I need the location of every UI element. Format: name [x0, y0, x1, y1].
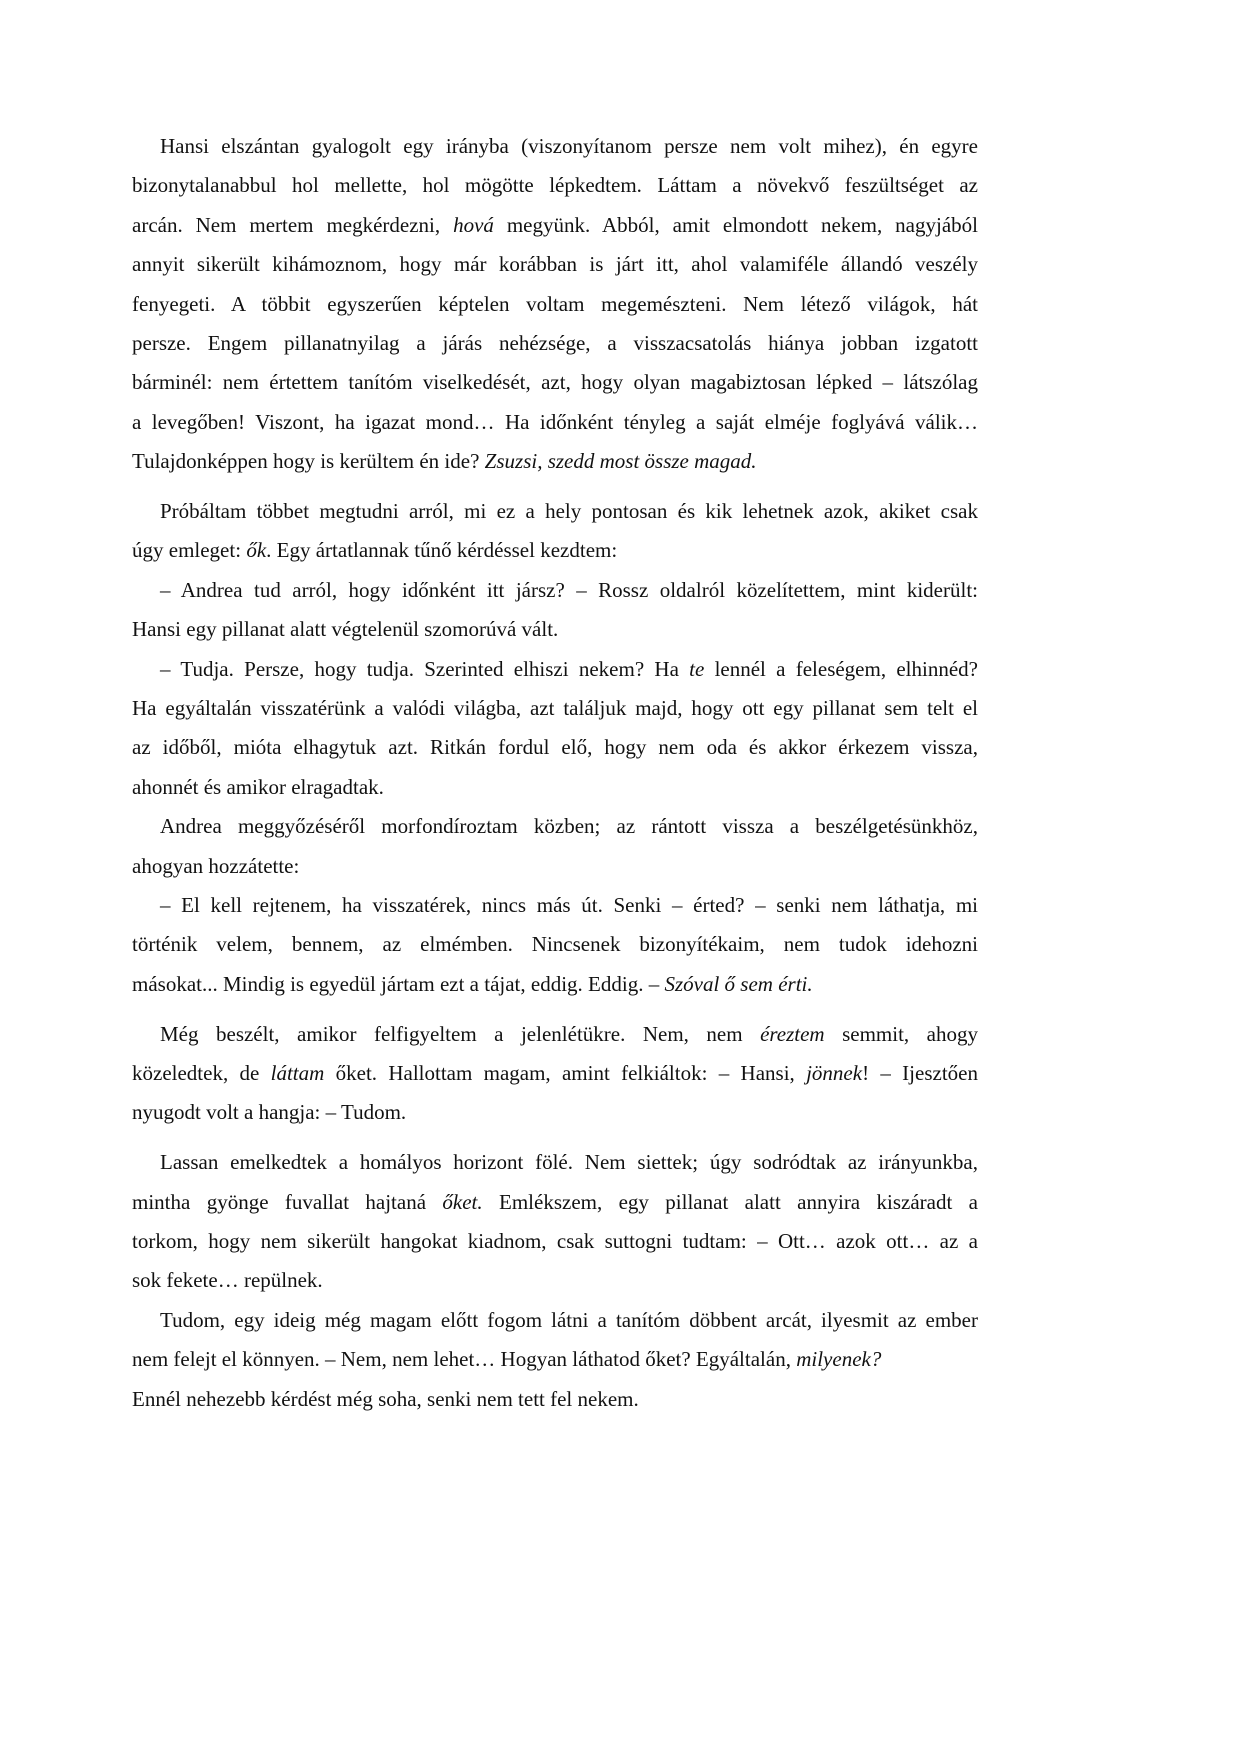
- text-line: [132, 807, 978, 846]
- text-line: [132, 492, 978, 531]
- text-segment: ahogyan hozzátette:: [132, 853, 300, 878]
- text-segment: . Egy ártatlannak tűnő kérdéssel kezdtem:: [266, 538, 618, 563]
- italic-text: hová: [453, 212, 494, 237]
- paragraph: [132, 1143, 978, 1301]
- paragraph: [132, 807, 978, 886]
- text-segment: bizonytalanabbul hol mellette, hol mögötte lépkedtem. Láttam a növekvő feszültséget az: [132, 173, 978, 198]
- text-segment: – El kell rejtenem, ha visszatérek, nincs más út. Senki – érted? – senki nem láthatja, mi: [160, 892, 978, 917]
- text-line: [132, 768, 978, 807]
- text-line: [132, 442, 978, 481]
- text-segment: torkom, hogy nem sikerült hangokat kiadnom, csak suttogni tudtam: – Ott… azok ott… az a: [132, 1229, 978, 1254]
- text-line: [132, 965, 978, 1004]
- text-segment: az időből, mióta elhagytuk azt. Ritkán fordul elő, hogy nem oda és akkor érkezem vissza,: [132, 735, 978, 760]
- text-line: [132, 531, 978, 570]
- text-segment: fenyegeti. A többit egyszerűen képtelen voltam megemészteni. Nem létező világok, hát: [132, 291, 978, 316]
- text-line: [132, 1301, 978, 1340]
- text-line: [132, 650, 978, 689]
- text-segment: Hansi elszántan gyalogolt egy irányba (viszonyítanom persze nem volt mihez), én egyre: [160, 134, 978, 158]
- text-line: [132, 206, 978, 245]
- text-segment: a levegőben! Viszont, ha igazat mond… Ha időnként tényleg a saját elméje foglyává válik…: [132, 409, 978, 434]
- paragraph: [132, 1301, 978, 1419]
- text-line: [132, 363, 978, 402]
- text-segment: ahonnét és amikor elragadtak.: [132, 774, 384, 799]
- text-segment: másokat... Mindig is egyedül jártam ezt a tájat, eddig. Eddig. –: [132, 971, 665, 996]
- text-segment: Ennél nehezebb kérdést még soha, senki nem tett fel nekem.: [132, 1386, 639, 1411]
- text-line: [132, 1222, 978, 1261]
- text-segment: – Andrea tud arról, hogy időnként itt jársz? – Rossz oldalról közelítettem, mint kiderült:: [160, 577, 978, 602]
- text-line: [132, 1183, 978, 1222]
- text-segment: – Tudja. Persze, hogy tudja. Szerinted elhiszi nekem? Ha: [160, 656, 690, 681]
- paragraph: [132, 650, 978, 808]
- text-line: [132, 1015, 978, 1054]
- paragraph: [132, 127, 978, 482]
- text-line: [132, 925, 978, 964]
- text-line: [132, 728, 978, 767]
- text-line: [132, 1261, 978, 1300]
- text-segment: sok fekete… repülnek.: [132, 1268, 323, 1293]
- paragraph: [132, 1015, 978, 1133]
- text-segment: úgy emleget:: [132, 538, 247, 563]
- text-segment: történik velem, bennem, az elmémben. Nincsenek bizonyítékaim, nem tudok idehozni: [132, 932, 978, 957]
- italic-text: te: [689, 656, 705, 681]
- italic-text: éreztem: [760, 1021, 825, 1046]
- italic-text: Szóval ő sem érti.: [664, 971, 813, 996]
- italic-text: jönnek: [806, 1060, 863, 1085]
- text-line: [132, 127, 978, 166]
- text-line: [132, 324, 978, 363]
- text-segment: annyit sikerült kihámoznom, hogy már korábban is járt itt, ahol valamiféle állandó veszély: [132, 252, 978, 277]
- text-segment: persze. Engem pillanatnyilag a járás nehézsége, a visszacsatolás hiánya jobban izgatott: [132, 330, 978, 355]
- text-segment: mintha gyönge fuvallat hajtaná: [132, 1189, 443, 1214]
- text-line: [132, 285, 978, 324]
- text-segment: megyünk. Abból, amit elmondott nekem, nagyjából: [493, 212, 978, 237]
- paragraph: [132, 571, 978, 650]
- text-line: [132, 1340, 978, 1379]
- text-segment: Próbáltam többet megtudni arról, mi ez a hely pontosan és kik lehetnek azok, akiket csak: [160, 499, 978, 524]
- italic-text: őket.: [442, 1189, 483, 1214]
- text-segment: közeledtek, de: [132, 1060, 271, 1085]
- text-segment: arcán. Nem mertem megkérdezni,: [132, 212, 454, 237]
- text-segment: Tulajdonképpen hogy is kerültem én ide?: [132, 449, 485, 474]
- text-line: [132, 166, 978, 205]
- text-segment: őket. Hallottam magam, amint felkiáltok: – Hansi,: [324, 1060, 807, 1085]
- text-line: [132, 403, 978, 442]
- text-line: [132, 1380, 978, 1419]
- text-segment: Andrea meggyőzéséről morfondíroztam közben; az rántott vissza a beszélgetésünkhöz,: [160, 814, 978, 839]
- text-line: [132, 1143, 978, 1182]
- italic-text: ők: [246, 538, 267, 563]
- text-segment: Még beszélt, amikor felfigyeltem a jelenlétükre. Nem, nem: [160, 1021, 761, 1046]
- italic-text: láttam: [270, 1060, 325, 1085]
- text-segment: ! – Ijesztően: [862, 1060, 978, 1085]
- text-segment: Emlékszem, egy pillanat alatt annyira kiszáradt a: [482, 1189, 978, 1214]
- text-segment: nyugodt volt a hangja: – Tudom.: [132, 1100, 407, 1125]
- text-segment: Ha egyáltalán visszatérünk a valódi világba, azt találjuk majd, hogy ott egy pillanat sem telt el: [132, 695, 978, 720]
- text-segment: Hansi egy pillanat alatt végtelenül szomorúvá vált.: [132, 617, 559, 642]
- document-page: [132, 127, 978, 1419]
- paragraph: [132, 886, 978, 1004]
- text-line: [132, 886, 978, 925]
- text-segment: semmit, ahogy: [824, 1021, 978, 1046]
- text-line: [132, 847, 978, 886]
- text-segment: Lassan emelkedtek a homályos horizont fölé. Nem siettek; úgy sodródtak az irányunkba,: [160, 1150, 978, 1175]
- text-line: [132, 1093, 978, 1132]
- text-segment: Tudom, egy ideig még magam előtt fogom látni a tanítóm döbbent arcát, ilyesmit az ember: [160, 1307, 978, 1332]
- text-line: [132, 1054, 978, 1093]
- text-line: [132, 571, 978, 610]
- italic-text: milyenek?: [796, 1347, 882, 1372]
- text-segment: nem felejt el könnyen. – Nem, nem lehet… Hogyan láthatod őket? Egyáltalán,: [132, 1347, 797, 1372]
- text-line: [132, 245, 978, 284]
- text-segment: bárminél: nem értettem tanítóm viselkedését, azt, hogy olyan magabiztosan lépked – látszólag: [132, 370, 978, 395]
- text-line: [132, 610, 978, 649]
- text-segment: lennél a feleségem, elhinnéd?: [704, 656, 978, 681]
- italic-text: Zsuzsi, szedd most össze magad.: [484, 449, 757, 474]
- text-line: [132, 689, 978, 728]
- paragraph: [132, 492, 978, 571]
